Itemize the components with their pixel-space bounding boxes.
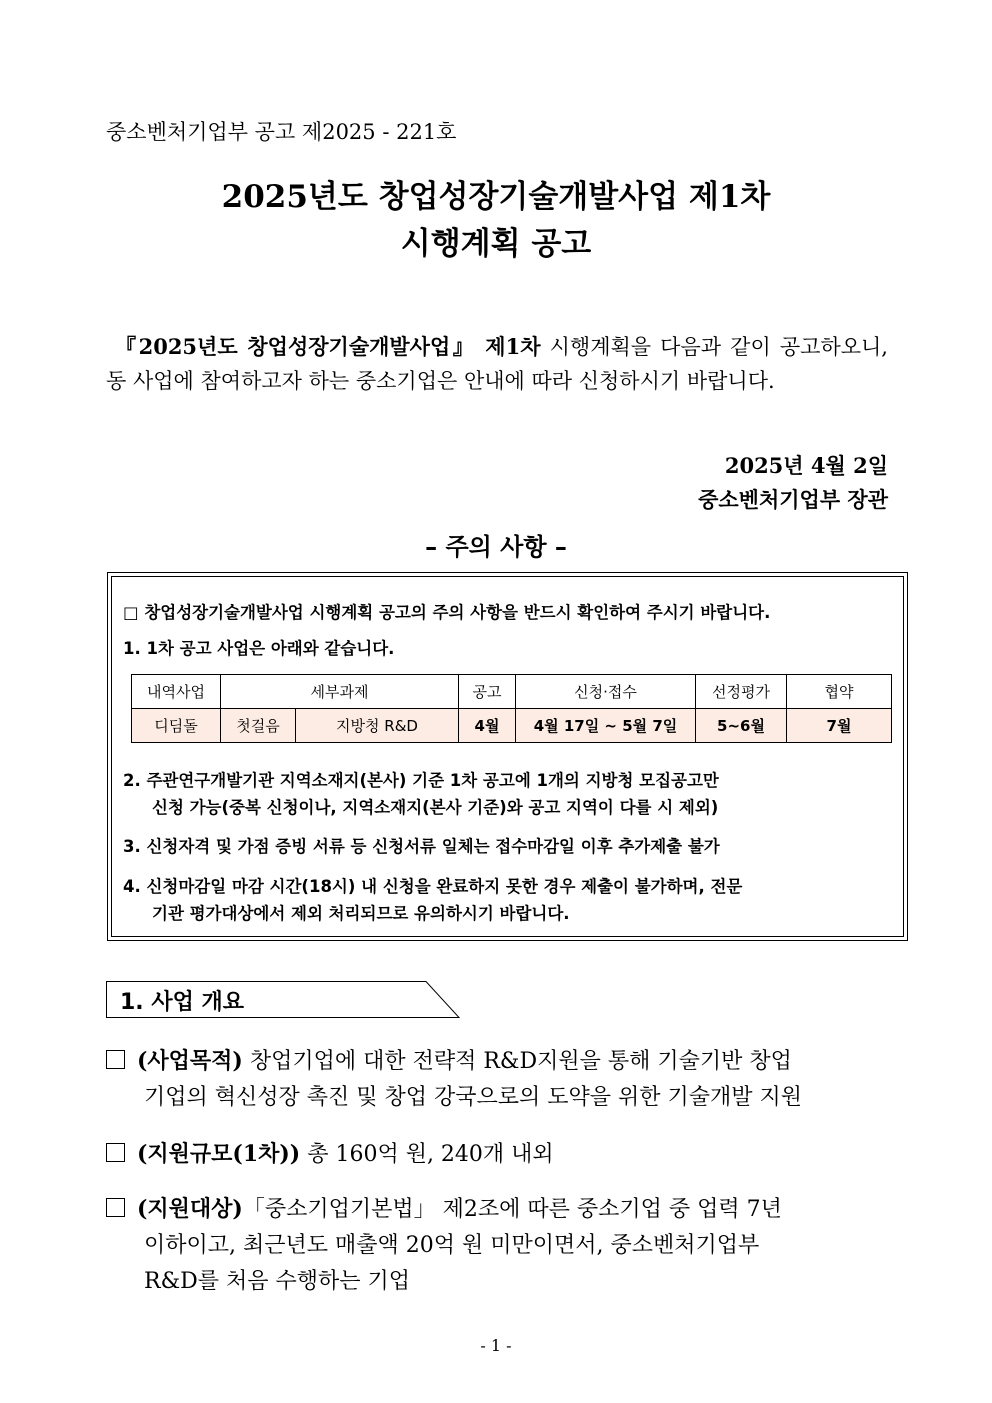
caution-inner-border bbox=[111, 576, 904, 937]
document-title-line1: 2025년도 창업성장기술개발사업 제1차 bbox=[221, 179, 771, 215]
intro-program-name: 『2025년도 창업성장기술개발사업』 bbox=[115, 334, 477, 359]
intro-round: 제1차 bbox=[485, 334, 541, 359]
section-heading bbox=[106, 981, 460, 1019]
bullet-target bbox=[106, 1191, 888, 1300]
bullet-text-cont: R&D를 처음 수행하는 기업 bbox=[144, 1269, 411, 1294]
caution-item-4-line1: 4. 신청마감일 마감 시간(18시) 내 신청을 완료하지 못한 경우 제출이 불가하며, 전문 bbox=[123, 877, 743, 896]
bullet-label: (사업목적) bbox=[137, 1048, 243, 1074]
checkbox-square-icon bbox=[106, 1198, 125, 1217]
notice-date: 2025년 4월 2일 bbox=[724, 453, 888, 478]
caution-check-line: □ 창업성장기술개발사업 시행계획 공고의 주의 사항을 반드시 확인하여 주시기 바랍니다. bbox=[123, 603, 771, 622]
intro-text: 시행계획을 다음과 같이 공고하오니, 동 사업에 참여하고자 하는 중소기업은 안내에 따라 신청하시기 바랍니다. bbox=[106, 335, 888, 393]
caution-item-1: 1. 1차 공고 사업은 아래와 같습니다. bbox=[123, 639, 395, 658]
schedule-data-row bbox=[132, 709, 892, 743]
caution-item-2 bbox=[123, 767, 903, 821]
schedule-cell: 디딤돌 bbox=[132, 709, 221, 743]
schedule-header-cell: 공고 bbox=[459, 675, 516, 709]
schedule-header-cell: 선정평가 bbox=[696, 675, 787, 709]
issuer: 중소벤처기업부 장관 bbox=[698, 487, 888, 512]
schedule-table bbox=[131, 674, 892, 743]
checkbox-square-icon bbox=[106, 1050, 125, 1069]
schedule-cell: 4월 17일 ~ 5월 7일 bbox=[516, 709, 696, 743]
checkbox-square-icon bbox=[106, 1143, 125, 1162]
caution-item-2-line2: 신청 가능(중복 신청이나, 지역소재지(본사 기준)와 공고 지역이 다를 시 제외) bbox=[152, 798, 719, 817]
schedule-cell: 지방청 R&D bbox=[296, 709, 459, 743]
bullet-text: 창업기업에 대한 전략적 R&D지원을 통해 기술기반 창업 bbox=[242, 1049, 792, 1074]
bullet-label: (지원규모(1차)) bbox=[137, 1141, 301, 1167]
bullet-text-cont: 기업의 혁신성장 촉진 및 창업 강국으로의 도약을 위한 기술개발 지원 bbox=[144, 1085, 802, 1110]
caution-title: – 주의 사항 – bbox=[425, 533, 567, 561]
bullet-scale bbox=[106, 1136, 888, 1173]
schedule-header-cell: 신청·접수 bbox=[516, 675, 696, 709]
schedule-cell: 5~6월 bbox=[696, 709, 787, 743]
schedule-header-cell: 세부과제 bbox=[221, 675, 459, 709]
schedule-header-cell: 협약 bbox=[787, 675, 892, 709]
caution-item-4 bbox=[123, 873, 903, 927]
document-title-line2: 시행계획 공고 bbox=[400, 226, 592, 262]
caution-item-2-line1: 2. 주관연구개발기관 지역소재지(본사) 기준 1차 공고에 1개의 지방청 모집공고만 bbox=[123, 771, 719, 790]
schedule-header-row bbox=[132, 675, 892, 709]
notice-number: 중소벤처기업부 공고 제2025 - 221호 bbox=[106, 120, 457, 144]
schedule-cell: 7월 bbox=[787, 709, 892, 743]
bullet-text: 「중소기업기본법」 제2조에 따른 중소기업 중 업력 7년 bbox=[242, 1197, 782, 1222]
bullet-text-cont: 이하이고, 최근년도 매출액 20억 원 미만이면서, 중소벤처기업부 bbox=[144, 1233, 760, 1258]
schedule-cell: 첫걸음 bbox=[221, 709, 296, 743]
bullet-text: 총 160억 원, 240개 내외 bbox=[300, 1142, 554, 1167]
section-heading-label: 1. 사업 개요 bbox=[120, 990, 244, 1015]
intro-paragraph bbox=[106, 330, 888, 398]
caution-box bbox=[107, 572, 908, 941]
page-number: - 1 - bbox=[480, 1336, 512, 1355]
schedule-cell: 4월 bbox=[459, 709, 516, 743]
caution-item-3: 3. 신청자격 및 가점 증빙 서류 등 신청서류 일체는 접수마감일 이후 추가제출 불가 bbox=[123, 837, 720, 856]
bullet-purpose bbox=[106, 1043, 888, 1116]
schedule-header-cell: 내역사업 bbox=[132, 675, 221, 709]
caution-item-4-line2: 기관 평가대상에서 제외 처리되므로 유의하시기 바랍니다. bbox=[152, 904, 570, 923]
bullet-label: (지원대상) bbox=[137, 1196, 243, 1222]
